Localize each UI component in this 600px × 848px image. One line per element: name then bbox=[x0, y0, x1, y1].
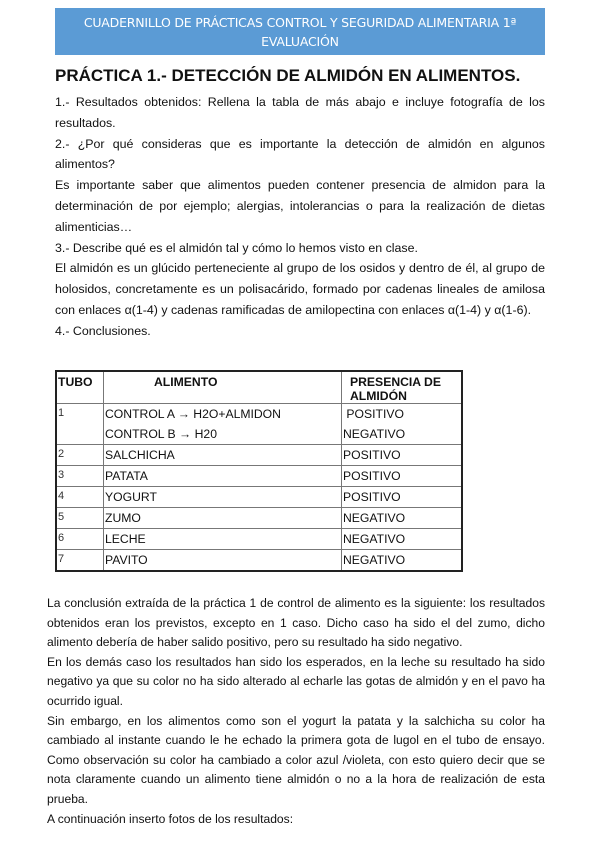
cell-alimento: LECHE bbox=[104, 529, 342, 550]
page-title: PRÁCTICA 1.- DETECCIÓN DE ALMIDÓN EN ALIMENTOS. bbox=[55, 66, 521, 85]
conclusion-paragraph: Sin embargo, en los alimentos como son el yogurt la patata y la salchicha su color ha cambiado al instante cuando le he echado la primera gota de lugol en el tubo de ensayo. Como observación su color ha cambiado a color azul /violeta, con esto quiero decir que se nota claramente cuando un alimento tiene almidón o no a la hora de realización de esta prueba. bbox=[47, 713, 545, 806]
cell-presencia: NEGATIVO bbox=[342, 529, 463, 550]
questions-section bbox=[55, 92, 545, 342]
cell-tubo: 4 bbox=[56, 487, 104, 508]
conclusion-paragraph: La conclusión extraída de la práctica 1 de control de alimento es la siguiente: los resultados obtenidos eran los previstos, excepto en 1 caso. Dicho caso ha sido el del zumo, dicho alimento debería de haber salido positivo, pero su resultado ha sido negativo. bbox=[47, 596, 545, 650]
conclusion-section bbox=[47, 594, 545, 829]
cell-presencia: POSITIVO bbox=[342, 487, 463, 508]
cell-tubo: 2 bbox=[56, 445, 104, 466]
table-header-row bbox=[56, 371, 462, 404]
cell-presencia: POSITIVO bbox=[342, 445, 463, 466]
cell-alimento: PATATA bbox=[104, 466, 342, 487]
banner-line-1: CUADERNILLO DE PRÁCTICAS CONTROL Y SEGURIDAD ALIMENTARIA 1ª bbox=[83, 15, 517, 30]
table-row bbox=[56, 424, 462, 445]
header-tubo: TUBO bbox=[56, 371, 104, 404]
cell-tubo: 7 bbox=[56, 550, 104, 572]
table-row bbox=[56, 508, 462, 529]
cell-tubo: 1 bbox=[56, 404, 104, 445]
question-3: 3.- Describe qué es el almidón tal y cómo lo hemos visto en clase. bbox=[55, 240, 418, 255]
results-table bbox=[55, 370, 463, 572]
conclusion-paragraph: A continuación inserto fotos de los resultados: bbox=[47, 811, 294, 826]
answer-2: Es importante saber que alimentos pueden contener presencia de almidon para la determinación de por ejemplo; alergias, intolerancias o para la realización de dietas alimenticias… bbox=[55, 178, 545, 234]
cell-tubo: 6 bbox=[56, 529, 104, 550]
cell-tubo: 3 bbox=[56, 466, 104, 487]
cell-alimento: CONTROL A → H2O+ALMIDON bbox=[104, 404, 342, 425]
conclusion-paragraph: En los demás caso los resultados han sido los esperados, en la leche su resultado ha sido negativo ya que su color no ha sido alterado al echarle las gotas de almidón y en el pavo ha ocurrido igual. bbox=[47, 654, 545, 708]
cell-presencia: NEGATIVO bbox=[342, 508, 463, 529]
cell-presencia: POSITIVO bbox=[342, 466, 463, 487]
banner-line-2: EVALUACIÓN bbox=[261, 34, 339, 49]
header-banner bbox=[55, 8, 545, 55]
header-presencia: PRESENCIA DE ALMIDÓN bbox=[342, 371, 463, 404]
table-row bbox=[56, 404, 462, 425]
question-4: 4.- Conclusiones. bbox=[55, 323, 151, 338]
cell-alimento: PAVITO bbox=[104, 550, 342, 572]
question-2: 2.- ¿Por qué consideras que es importante la detección de almidón en algunos alimentos? bbox=[55, 136, 545, 172]
question-1: 1.- Resultados obtenidos: Rellena la tabla de más abajo e incluye fotografía de los resultados. bbox=[55, 95, 545, 130]
cell-presencia: NEGATIVO bbox=[342, 550, 463, 572]
header-alimento: ALIMENTO bbox=[104, 371, 342, 404]
table-row bbox=[56, 487, 462, 508]
table-row bbox=[56, 445, 462, 466]
cell-tubo: 5 bbox=[56, 508, 104, 529]
table-row bbox=[56, 466, 462, 487]
cell-alimento: SALCHICHA bbox=[104, 445, 342, 466]
answer-3: El almidón es un glúcido perteneciente al grupo de los osidos y dentro de él, al grupo de holosidos, concretamente es un polisacárido, formado por cadenas lineales de amilosa con enlaces α(1-4) y cadenas ramificadas de amilopectina con enlaces α(1-4) y α(1-6). bbox=[55, 261, 545, 317]
table-row bbox=[56, 529, 462, 550]
cell-presencia: POSITIVO bbox=[342, 404, 463, 425]
cell-alimento: YOGURT bbox=[104, 487, 342, 508]
cell-presencia: NEGATIVO bbox=[342, 424, 463, 445]
table-row bbox=[56, 550, 462, 572]
cell-alimento: ZUMO bbox=[104, 508, 342, 529]
cell-alimento: CONTROL B → H20 bbox=[104, 424, 342, 445]
